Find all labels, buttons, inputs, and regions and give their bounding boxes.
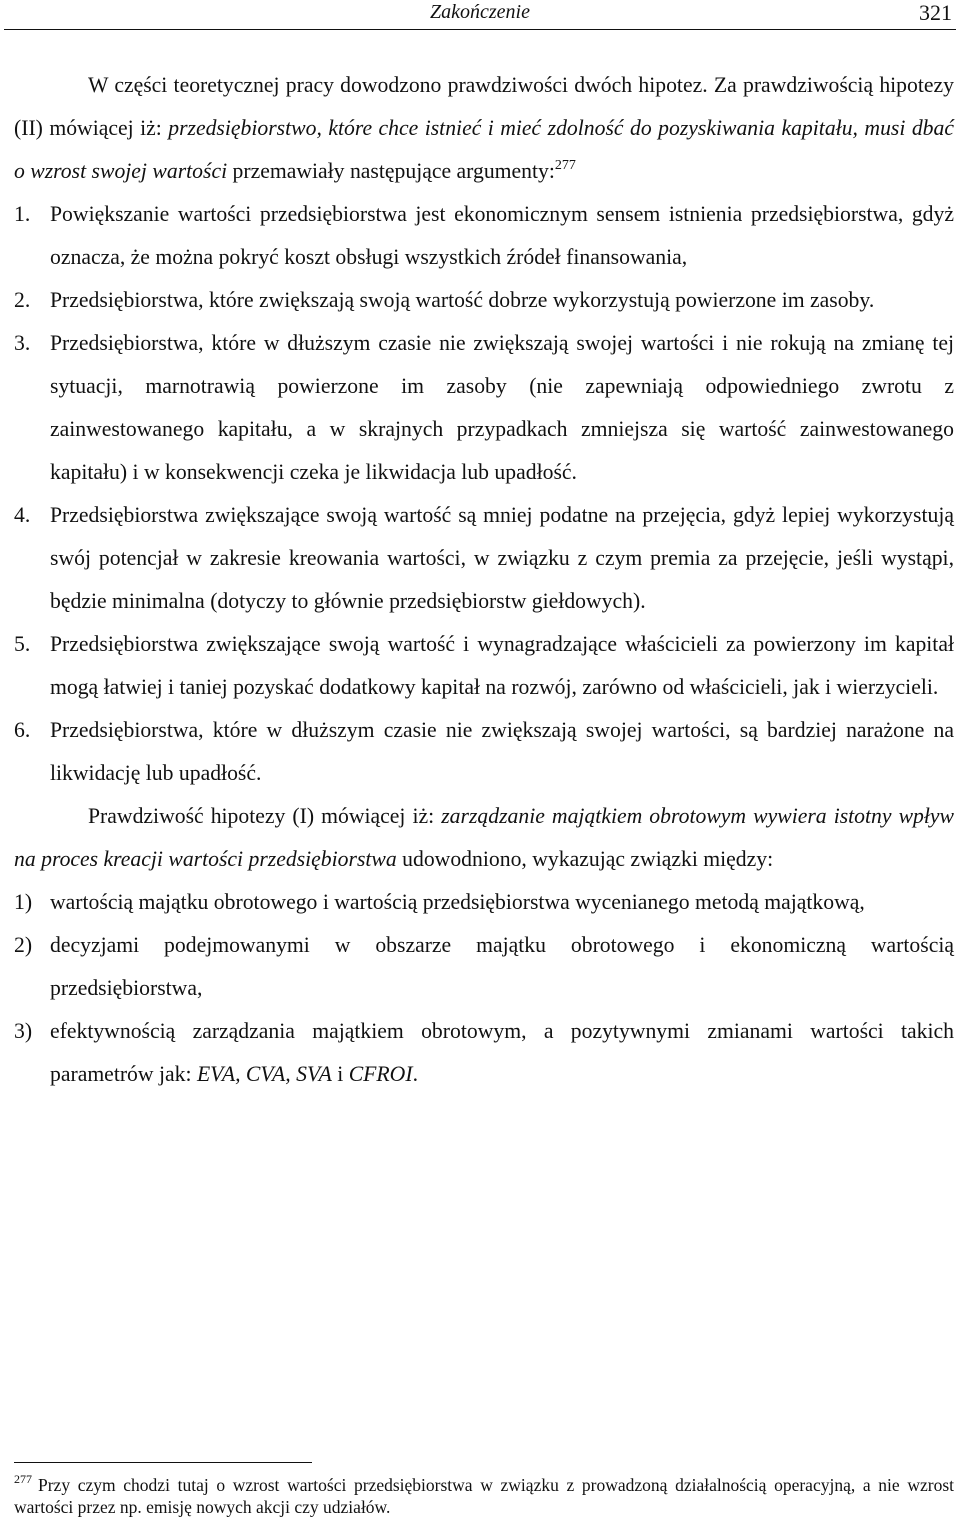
item-number: 6. (14, 718, 31, 742)
item-text: Przedsiębiorstwa zwiększające swoją wartość są mniej podatne na przejęcia, gdyż lepiej wykorzystują swój potencjał w zakresie kreowania wartości, w związku z czym premia za przejęcie, jeśli wystąpi, będzie minimalna (dotyczy to głównie przedsiębiorstw giełdowych). (50, 503, 954, 613)
list-item (14, 623, 954, 709)
header-rule (4, 29, 956, 30)
text-span: W części teoretycznej pracy dowodzono prawdziwości dwóch hipotez. Za prawdziwością hipotezy (II) mówiącej iż: (14, 73, 954, 140)
text-span: udowodniono, wykazując związki między: (396, 847, 774, 871)
item-number: 2. (14, 288, 31, 312)
item-number: 4. (14, 503, 31, 527)
running-title: Zakończenie (430, 1, 530, 23)
metric-italic: CFROI (348, 1062, 413, 1086)
main-text (14, 64, 954, 1096)
item-number: 5. (14, 632, 31, 656)
hypothesis-ii-italic: przedsiębiorstwo, które chce istnieć i mieć zdolność do pozyskiwania kapitału, musi dbać o wzrost swojej wartości (14, 116, 954, 183)
footnote-area (14, 1462, 954, 1518)
hypothesis-i-italic: zarządzanie majątkiem obrotowym wywiera istotny wpływ na proces kreacji wartości przedsiębiorstwa (14, 804, 954, 871)
page-header (0, 0, 960, 30)
metrics-italic: EVA, CVA, SVA (196, 1062, 332, 1086)
list-item (14, 322, 954, 494)
relations-list (14, 881, 954, 1096)
item-text: Przedsiębiorstwa, które zwiększają swoją wartość dobrze wykorzystują powierzone im zasoby. (50, 288, 875, 312)
paragraph-hypothesis-ii (14, 64, 954, 193)
text-span: . (412, 1062, 418, 1086)
footnote-number: 277 (14, 1472, 32, 1486)
item-number: 1. (14, 202, 31, 226)
footnote-text: Przy czym chodzi tutaj o wzrost wartości przedsiębiorstwa w związku z prowadzoną działalnością operacyjną, a nie wzrost wartości przez np. emisję nowych akcji czy udziałów. (14, 1475, 954, 1517)
footnote-rule (14, 1462, 312, 1463)
paragraph-hypothesis-i (14, 795, 954, 881)
text-span: Prawdziwość hipotezy (I) mówiącej iż: (88, 804, 442, 828)
list-item (14, 709, 954, 795)
list-item (14, 279, 954, 322)
item-text: wartością majątku obrotowego i wartością przedsiębiorstwa wycenianego metodą majątkową, (50, 890, 865, 914)
list-item (14, 494, 954, 623)
page-number: 321 (919, 0, 952, 25)
item-number: 3) (14, 1019, 33, 1043)
footnote (14, 1474, 954, 1518)
item-text: Przedsiębiorstwa, które w dłuższym czasie nie zwiększają swojej wartości, są bardziej narażone na likwidację lub upadłość. (50, 718, 954, 785)
text-span: przemawiały następujące argumenty: (227, 159, 555, 183)
item-text: decyzjami podejmowanymi w obszarze majątku obrotowego i ekonomiczną wartością przedsiębiorstwa, (50, 933, 954, 1000)
item-number: 1) (14, 890, 33, 914)
list-item (14, 924, 954, 1010)
text-span: i (331, 1062, 349, 1086)
item-text: Przedsiębiorstwa zwiększające swoją wartość i wynagradzające właścicieli za powierzony im kapitał mogą łatwiej i taniej pozyskać dodatkowy kapitał na rozwój, zarówno od właścicieli, jak i wierzycieli. (50, 632, 954, 699)
item-text: Powiększanie wartości przedsiębiorstwa jest ekonomicznym sensem istnienia przedsiębiorstwa, gdyż oznacza, że można pokryć koszt obsługi wszystkich źródeł finansowania, (50, 202, 954, 269)
item-number: 2) (14, 933, 33, 957)
item-number: 3. (14, 331, 31, 355)
list-item (14, 193, 954, 279)
list-item (14, 881, 954, 924)
list-item (14, 1010, 954, 1096)
footnote-ref[interactable]: 277 (554, 158, 576, 173)
item-text (50, 1010, 954, 1096)
text-span: efektywnością zarządzania majątkiem obrotowym, a pozytywnymi zmianami wartości takich parametrów jak: (50, 1019, 954, 1086)
item-text: Przedsiębiorstwa, które w dłuższym czasie nie zwiększają swojej wartości i nie rokują na zmianę tej sytuacji, marnotrawią powierzone im zasoby (nie zapewniają odpowiedniego zwrotu z zainwestowanego kapitału, a w skrajnych przypadkach zmniejsza się wartość zainwestowanego kapitału) i w konsekwencji czeka je likwidacja lub upadłość. (50, 331, 954, 484)
arguments-list (14, 193, 954, 795)
